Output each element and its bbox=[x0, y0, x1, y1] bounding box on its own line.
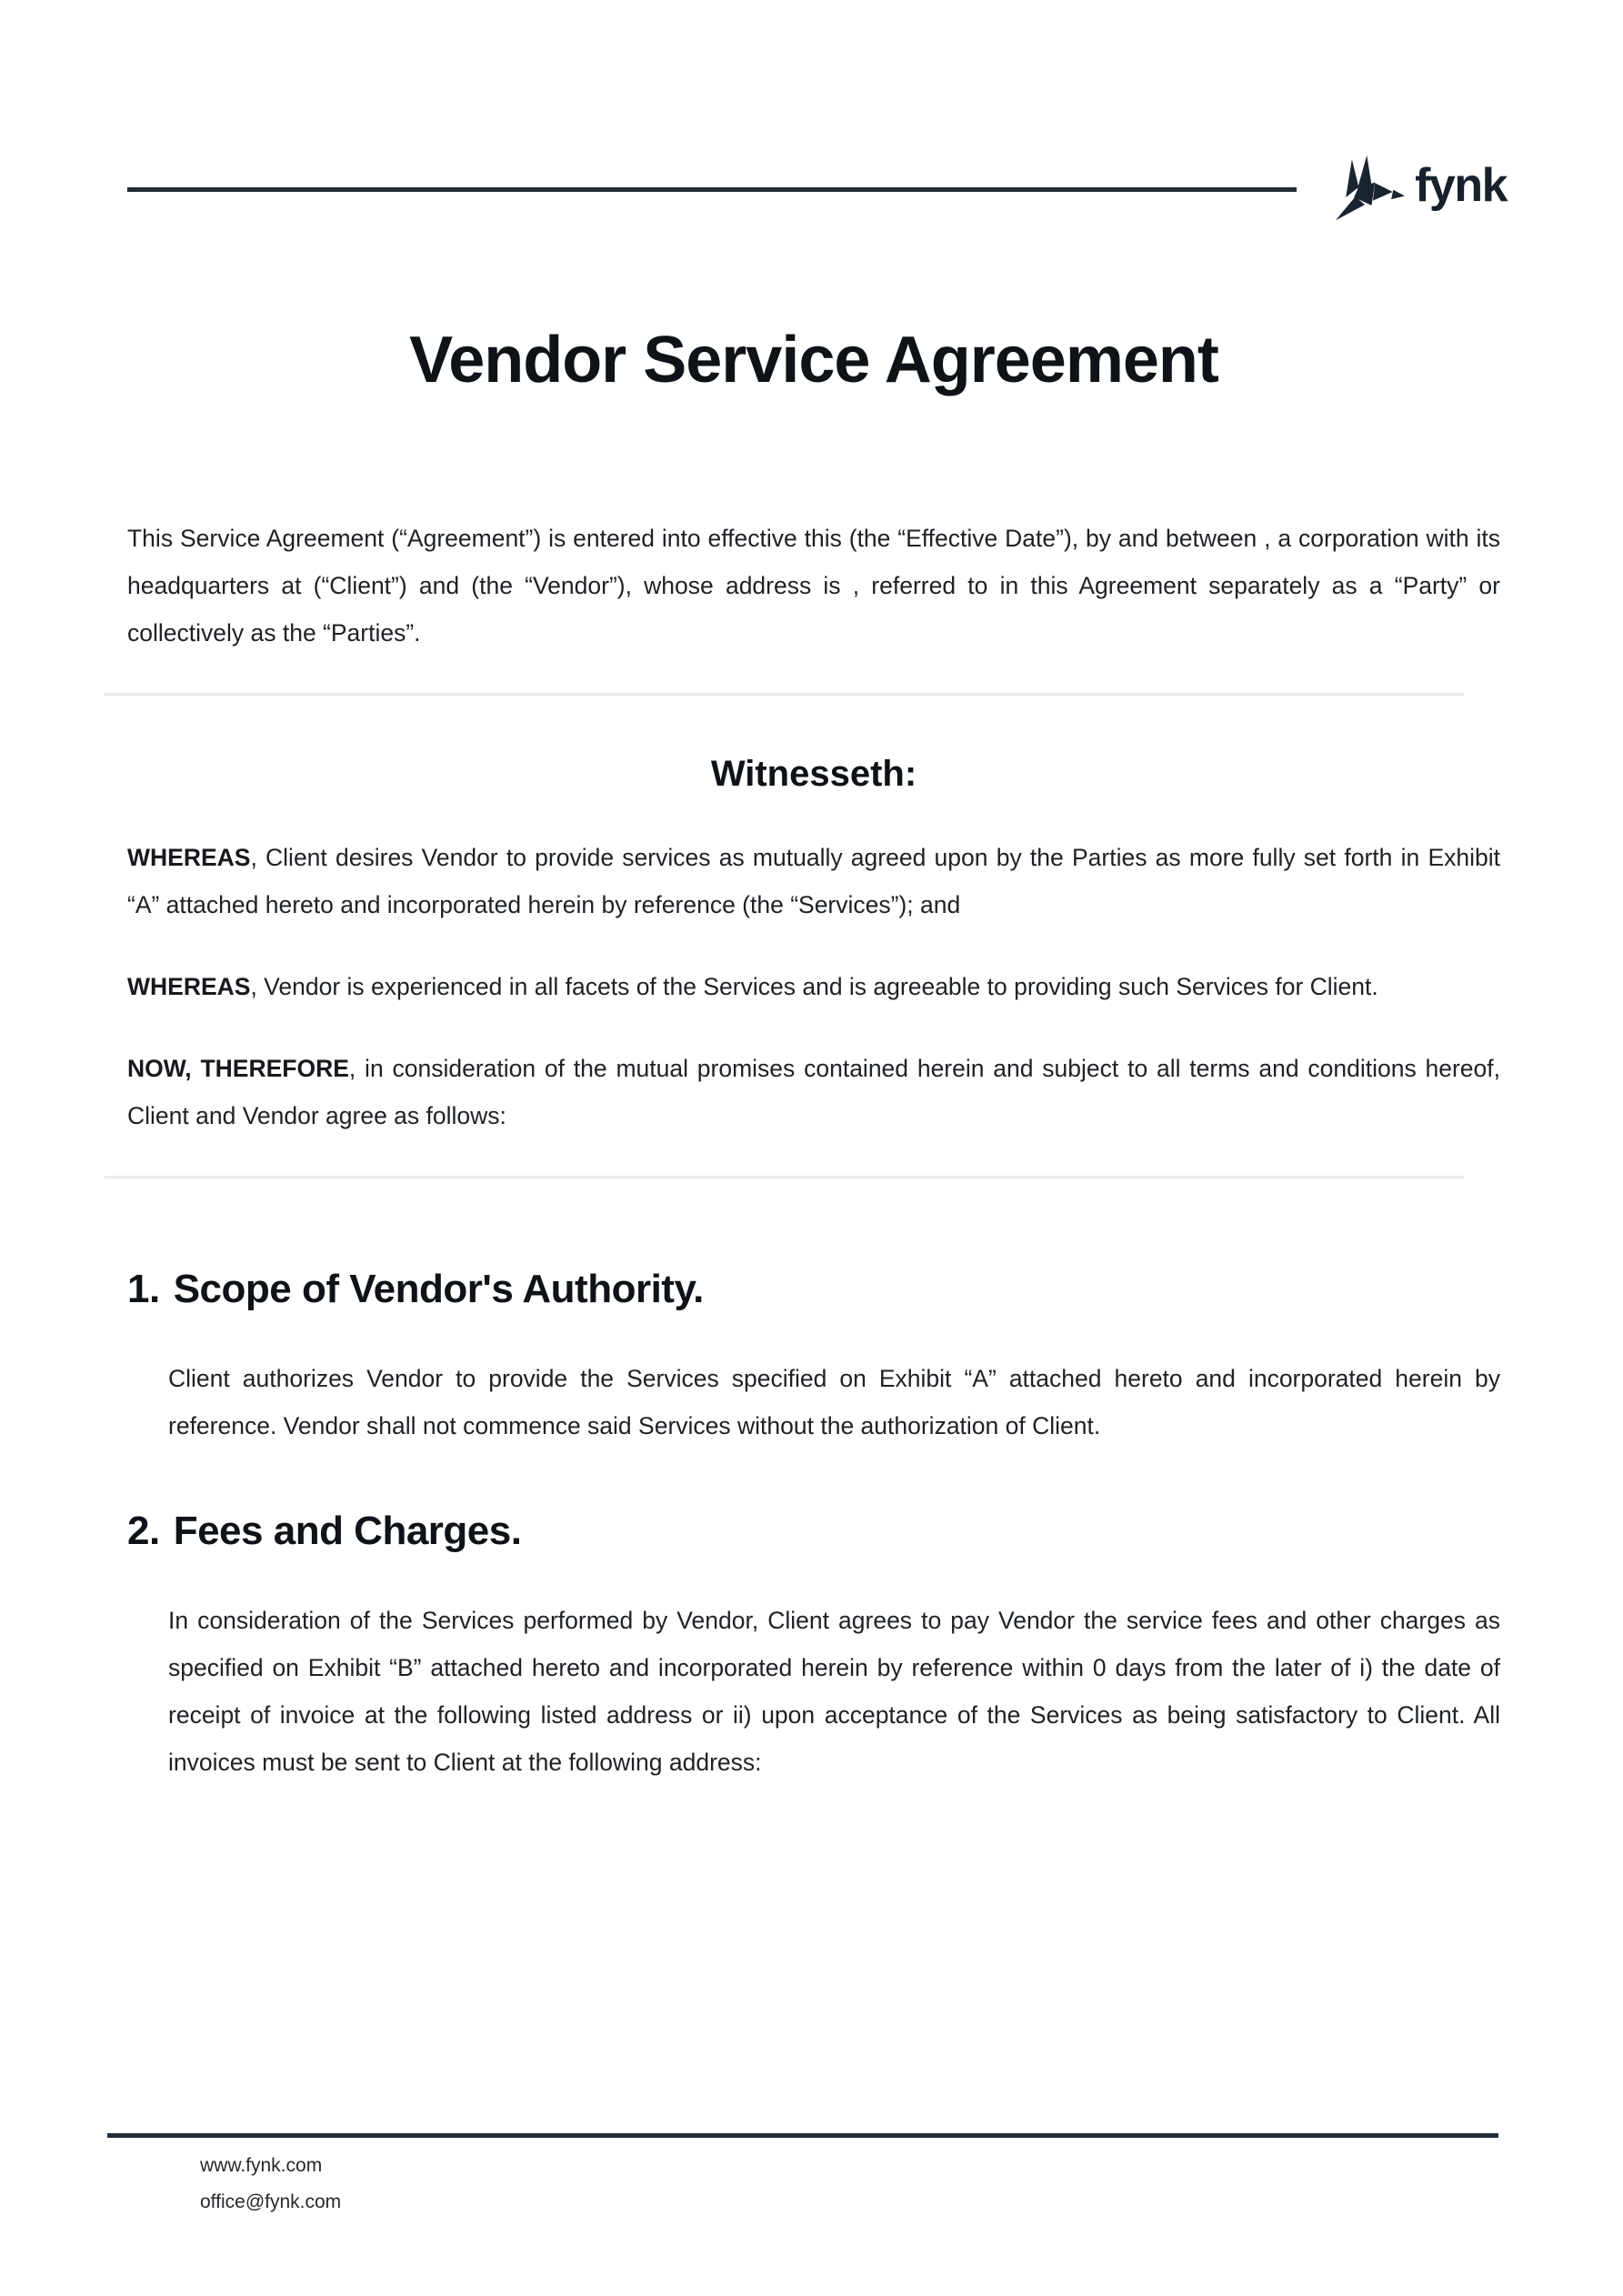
whereas-clause-2 bbox=[127, 963, 1500, 1010]
now-therefore-clause bbox=[127, 1045, 1500, 1139]
clause-text: , Client desires Vendor to provide services as mutually agreed upon by the Parties as more fully set forth in Exhibit “A” attached hereto and incorporated herein by reference (the “Services”); and bbox=[127, 844, 1500, 918]
section-divider bbox=[105, 693, 1464, 696]
clause-lead: WHEREAS bbox=[127, 973, 251, 1000]
clause-text: , in consideration of the mutual promises contained herein and subject to all terms and conditions hereof, Client and Vendor agree as follows: bbox=[127, 1055, 1500, 1129]
section-divider bbox=[105, 1176, 1464, 1178]
section-heading bbox=[127, 1262, 1500, 1317]
section-heading-text: Scope of Vendor's Authority. bbox=[173, 1267, 704, 1311]
section-heading bbox=[127, 1504, 1500, 1559]
whereas-clause-1 bbox=[127, 834, 1500, 928]
clause-lead: WHEREAS bbox=[127, 844, 251, 871]
origami-crane-icon bbox=[1333, 149, 1408, 229]
section-fees-and-charges bbox=[127, 1504, 1500, 1786]
footer-contact bbox=[200, 2148, 1498, 2221]
clause-text: , Vendor is experienced in all facets of the Services and is agreeable to providing such Services for Client. bbox=[250, 973, 1378, 1000]
footer-rule bbox=[107, 2133, 1498, 2138]
section-heading-text: Fees and Charges. bbox=[173, 1509, 522, 1553]
footer-website: www.fynk.com bbox=[200, 2155, 323, 2176]
page-footer bbox=[107, 2133, 1498, 2221]
document-title: Vendor Service Agreement bbox=[409, 324, 1218, 396]
section-number: 2. bbox=[127, 1509, 160, 1553]
footer-email: office@fynk.com bbox=[200, 2191, 342, 2212]
fynk-logo bbox=[1333, 149, 1507, 229]
section-number: 1. bbox=[127, 1267, 160, 1311]
document-content bbox=[127, 318, 1500, 1786]
intro-paragraph: This Service Agreement (“Agreement”) is entered into effective this (the “Effective Date”), by and between , a corporation with its headquarters at (“Client”) and (the “Vendor”), whose address is , referred to in this Agreement separately as a “Party” or collectively as the “Parties”. bbox=[127, 525, 1500, 647]
witnesseth-heading: Witnesseth: bbox=[710, 754, 917, 794]
fynk-wordmark: fynk bbox=[1415, 159, 1507, 212]
section-body: Client authorizes Vendor to provide the Services specified on Exhibit “A” attached hereto and incorporated herein by reference. Vendor shall not commence said Services without the authorization of Client. bbox=[168, 1365, 1500, 1439]
clause-lead: NOW, THEREFORE bbox=[127, 1055, 349, 1082]
section-body: In consideration of the Services performed by Vendor, Client agrees to pay Vendor the service fees and other charges as specified on Exhibit “B” attached hereto and incorporated herein by reference within 0 days from the later of i) the date of receipt of invoice at the following listed address or ii) upon acceptance of the Services as being satisfactory to Client. All invoices must be sent to Client at the following address: bbox=[168, 1607, 1500, 1776]
page-header bbox=[127, 147, 1507, 231]
header-rule bbox=[127, 187, 1297, 192]
section-scope-of-authority bbox=[127, 1262, 1500, 1449]
